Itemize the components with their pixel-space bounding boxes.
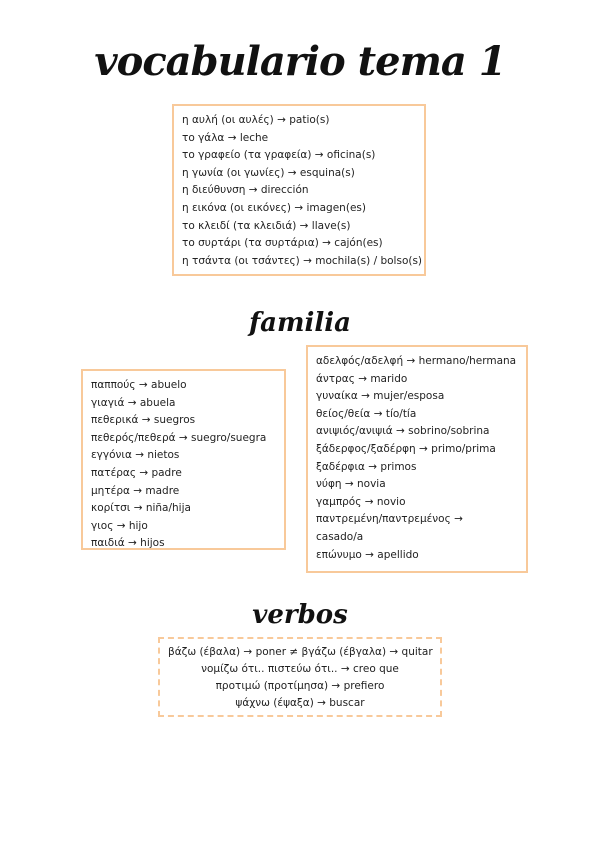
- verbos-heading: verbos: [252, 600, 348, 630]
- vocab-entry: γιαγιά → abuela: [91, 396, 176, 409]
- vocab-entry: η εικόνα (οι εικόνες) → imagen(es): [182, 201, 366, 214]
- vocab-entry: μητέρα → madre: [91, 484, 180, 497]
- vocab-entry: ξαδέρφια → primos: [316, 460, 417, 473]
- verbos-box: [158, 637, 442, 717]
- vocab-entry: ξάδερφος/ξαδέρφη → primo/prima: [316, 442, 496, 455]
- vocab-entry: νύφη → novia: [316, 478, 386, 491]
- vocab-entry: το γάλα → leche: [182, 131, 269, 144]
- vocab-entry: γυναίκα → mujer/esposa: [316, 390, 445, 403]
- vocab-box: [172, 104, 426, 276]
- vocab-entry: επώνυμο → apellido: [316, 548, 419, 561]
- vocab-entry: προτιμώ (προτίμησα) → prefiero: [215, 680, 385, 692]
- vocab-entry: γαμπρός → novio: [316, 495, 406, 508]
- vocab-entry: η τσάντα (οι τσάντες) → mochila(s) / bolso(s): [182, 254, 423, 267]
- vocab-entry: το γραφείο (τα γραφεία) → oficina(s): [182, 149, 376, 162]
- vocab-entry: βάζω (έβαλα) → poner ≠ βγάζω (έβγαλα) → quitar: [168, 646, 433, 658]
- vocab-entry: η διεύθυνση → dirección: [182, 184, 309, 197]
- vocab-entry: παππούς → abuelo: [91, 379, 187, 391]
- familia-right-box: [306, 345, 528, 573]
- vocab-entry: η αυλή (οι αυλές) → patio(s): [182, 114, 330, 126]
- vocab-entry: κορίτσι → niña/hija: [91, 502, 191, 515]
- vocab-entry: θείος/θεία → tío/tía: [316, 407, 417, 420]
- vocab-entry: εγγόνια → nietos: [91, 449, 180, 462]
- vocab-entry: πατέρας → padre: [91, 466, 182, 479]
- vocab-entry: πεθερικά → suegros: [91, 414, 196, 427]
- vocab-entry: πεθερός/πεθερά → suegro/suegra: [91, 431, 267, 444]
- familia-heading: familia: [248, 308, 352, 338]
- vocab-entry: γιος → hijo: [91, 519, 148, 532]
- vocab-entry: το συρτάρι (τα συρτάρια) → cajón(es): [182, 237, 383, 250]
- vocab-entry: ψάχνω (έψαξα) → buscar: [235, 697, 365, 709]
- familia-left-box: [81, 369, 286, 550]
- vocab-entry: το κλειδί (τα κλειδιά) → llave(s): [182, 219, 351, 232]
- vocab-entry: παιδιά → hijos: [91, 537, 165, 550]
- page-title: vocabulario tema 1: [94, 38, 506, 85]
- vocab-entry: ανιψιός/ανιψιά → sobrino/sobrina: [316, 425, 490, 438]
- vocab-entry: η γωνία (οι γωνίες) → esquina(s): [182, 166, 355, 179]
- vocab-entry: νομίζω ότι.. πιστεύω ότι.. → creo que: [201, 663, 399, 675]
- vocab-entry: αδελφός/αδελφή → hermano/hermana: [316, 355, 517, 367]
- vocab-entry: casado/a: [316, 530, 364, 543]
- vocab-entry: παντρεμένη/παντρεμένος →: [316, 513, 463, 526]
- vocab-entry: άντρας → marido: [316, 372, 408, 385]
